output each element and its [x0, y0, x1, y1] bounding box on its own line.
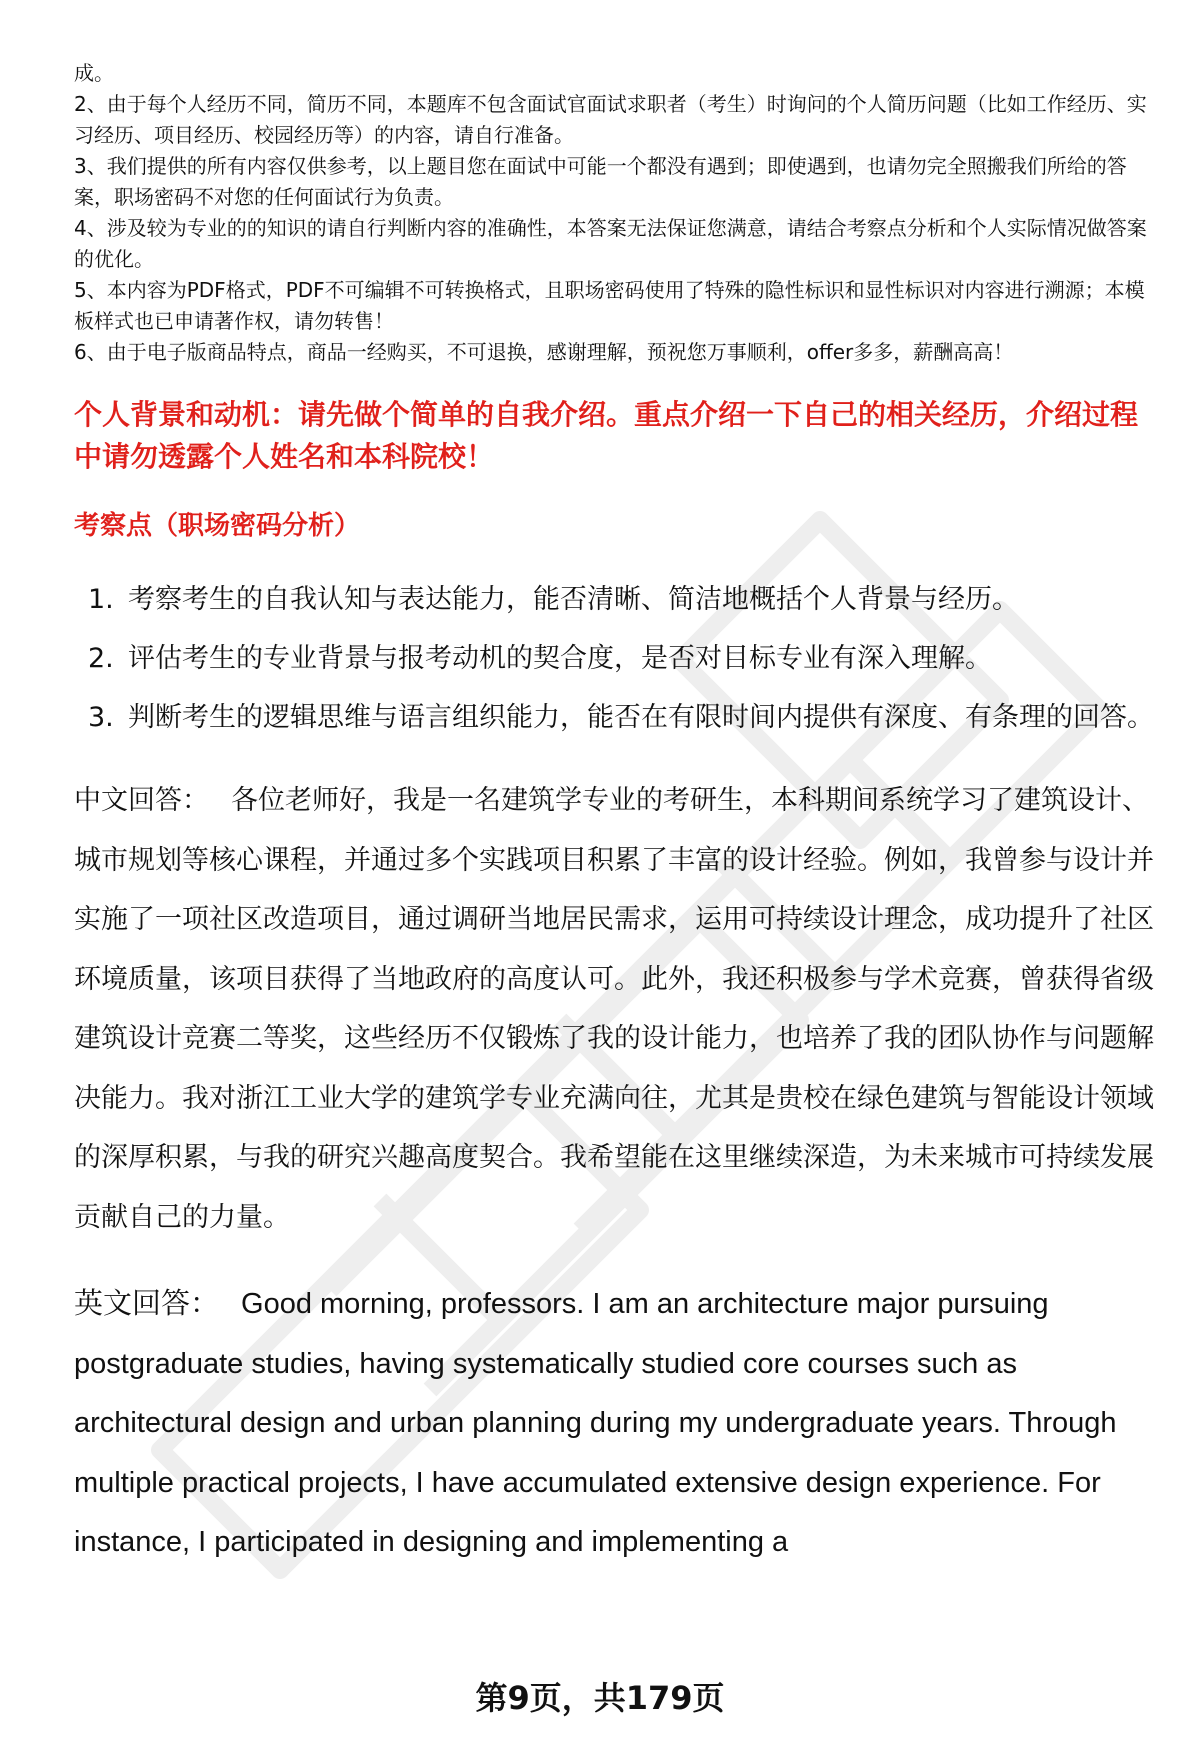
point-number: 2. [88, 643, 114, 674]
note-item: 5、本内容为PDF格式，PDF不可编辑不可转换格式，且职场密码使用了特殊的隐性标识和显性标识对内容进行溯源；本模板样式也已申请著作权，请勿转售！ [74, 278, 1145, 333]
point-text: 判断考生的逻辑思维与语言组织能力，能否在有限时间内提供有深度、有条理的回答。 [128, 702, 1154, 733]
analysis-heading: 考察点（职场密码分析） [74, 511, 361, 541]
point-text: 考察考生的自我认知与表达能力，能否清晰、简洁地概括个人背景与经历。 [128, 584, 1019, 615]
english-answer [74, 1275, 1154, 1573]
english-answer-text: Good morning, professors. I am an architecture major pursuing postgraduate studies, having systematically studied core courses such as architectural design and urban planning during my undergraduate years. Through multiple practical projects, I have accumulated extensive design experience. For instance, I participated in designing and implementing a [74, 1288, 1117, 1558]
note-item: 3、我们提供的所有内容仅供参考，以上题目您在面试中可能一个都没有遇到；即使遇到，也请勿完全照搬我们所给的答案，职场密码不对您的任何面试行为负责。 [74, 154, 1127, 209]
analysis-point [74, 629, 1154, 688]
analysis-point [74, 688, 1154, 747]
point-number: 1. [88, 584, 114, 615]
point-text: 评估考生的专业背景与报考动机的契合度，是否对目标专业有深入理解。 [128, 643, 992, 674]
notes-list [74, 89, 1154, 368]
chinese-answer-text: 各位老师好，我是一名建筑学专业的考研生，本科期间系统学习了建筑设计、城市规划等核心课程，并通过多个实践项目积累了丰富的设计经验。例如，我曾参与设计并实施了一项社区改造项目，通过调研当地居民需求，运用可持续设计理念，成功提升了社区环境质量，该项目获得了当地政府的高度认可。此外，我还积极参与学术竞赛，曾获得省级建筑设计竞赛二等奖，这些经历不仅锻炼了我的设计能力，也培养了我的团队协作与问题解决能力。我对浙江工业大学的建筑学专业充满向往，尤其是贵校在绿色建筑与智能设计领域的深厚积累，与我的研究兴趣高度契合。我希望能在这里继续深造，为未来城市可持续发展贡献自己的力量。 [74, 785, 1154, 1233]
chinese-answer-label: 中文回答： [74, 785, 209, 816]
analysis-point [74, 570, 1154, 629]
page-content [74, 58, 1154, 1573]
note-item: 4、涉及较为专业的的知识的请自行判断内容的准确性，本答案无法保证您满意，请结合考察点分析和个人实际情况做答案的优化。 [74, 216, 1147, 271]
note-item: 2、由于每个人经历不同，简历不同，本题库不包含面试官面试求职者（考生）时询问的个人简历问题（比如工作经历、实习经历、项目经历、校园经历等）的内容，请自行准备。 [74, 92, 1147, 147]
notes-continuation: 成。 [74, 61, 114, 85]
page-number-footer: 第9页，共179页 [475, 1679, 725, 1717]
english-answer-label: 英文回答： [74, 1288, 220, 1320]
analysis-points [74, 570, 1154, 747]
point-number: 3. [88, 702, 114, 733]
note-item: 6、由于电子版商品特点，商品一经购买，不可退换，感谢理解，预祝您万事顺利，offer多多，薪酬高高！ [74, 340, 1014, 364]
chinese-answer [74, 771, 1154, 1247]
question-heading: 个人背景和动机：请先做个简单的自我介绍。重点介绍一下自己的相关经历，介绍过程中请勿透露个人姓名和本科院校！ [74, 398, 1139, 473]
